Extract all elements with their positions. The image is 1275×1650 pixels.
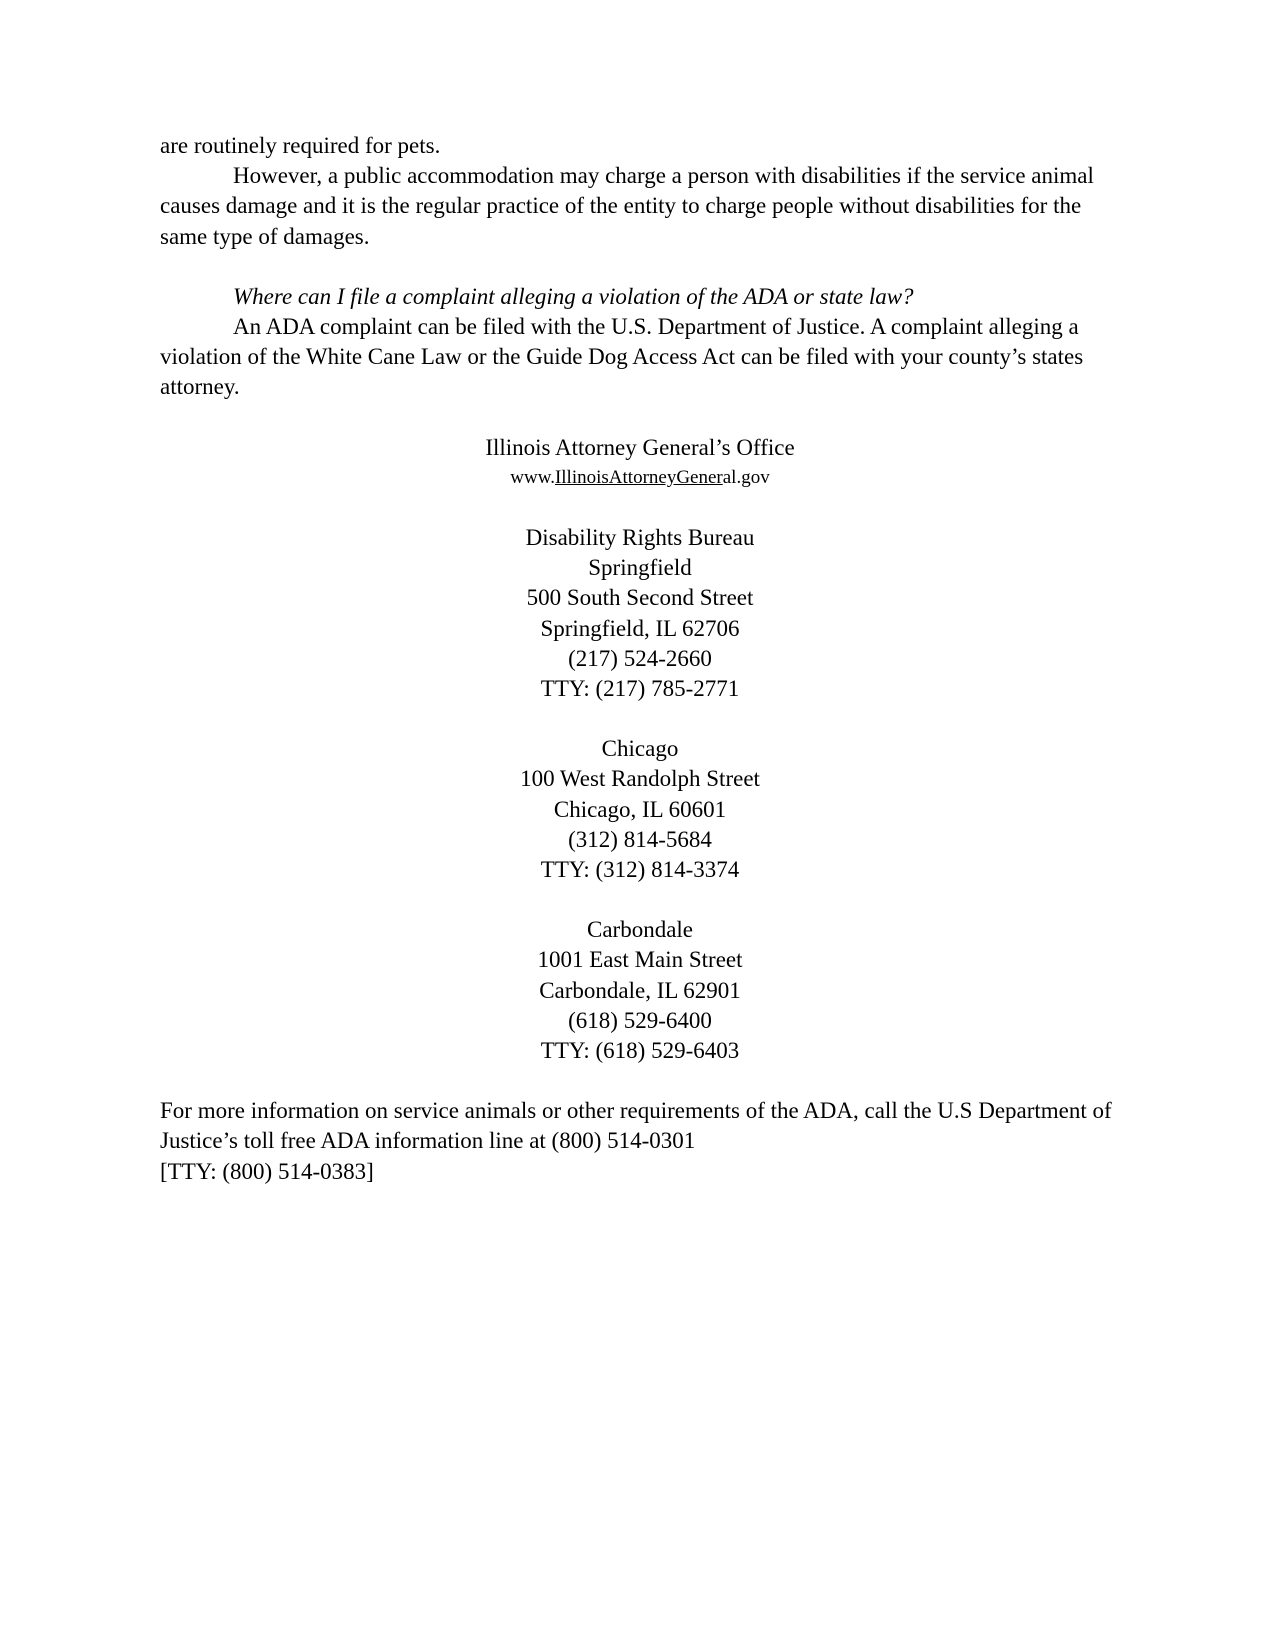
location-citystatezip: Chicago, IL 60601: [553, 796, 727, 822]
document-page: [160, 131, 1120, 1187]
office-url-link[interactable]: IllinoisAttorneyGener: [554, 466, 723, 488]
location-street: 100 West Randolph Street: [520, 766, 760, 792]
location-chicago: [160, 734, 1120, 885]
location-citystatezip: Springfield, IL 62706: [540, 615, 740, 641]
spacer: [160, 885, 1120, 915]
spacer: [160, 704, 1120, 734]
footer-line-3: [TTY: (800) 514-0383]: [160, 1158, 374, 1184]
paragraph-damage-charges: However, a public accommodation may charge a person with disabilities if the service animal causes damage and it is the regular practice of the entity to charge people without disabilities for the same type of damages.: [160, 163, 1094, 249]
footer-info: [160, 1096, 1120, 1187]
location-citystatezip: Carbondale, IL 62901: [539, 977, 741, 1003]
office-url-prefix: www.: [510, 466, 555, 488]
spacer: [160, 252, 1120, 282]
location-city: Springfield: [588, 555, 692, 581]
location-phone: (618) 529-6400: [568, 1007, 712, 1033]
location-city: Carbondale: [586, 917, 693, 943]
location-carbondale: [160, 915, 1120, 1066]
location-street: 500 South Second Street: [526, 585, 754, 611]
attorney-general-office: [160, 433, 1120, 493]
spacer: [160, 493, 1120, 523]
bureau-name: Disability Rights Bureau: [525, 525, 755, 551]
office-url-suffix: al.gov: [722, 466, 770, 488]
location-phone: (217) 524-2660: [568, 645, 712, 671]
spacer: [160, 1066, 1120, 1096]
paragraph-complaint: An ADA complaint can be filed with the U.S. Department of Justice. A complaint alleging a violation of the White Cane Law or the Guide Dog Access Act can be filed with your county’s states attorney.: [160, 314, 1084, 400]
footer-line-2: Justice’s toll free ADA information line at (800) 514-0301: [160, 1128, 696, 1154]
footer-line-1: For more information on service animals or other requirements of the ADA, call the U.S Department of: [160, 1098, 1112, 1124]
office-name: Illinois Attorney General’s Office: [485, 434, 795, 460]
location-street: 1001 East Main Street: [537, 947, 743, 973]
location-tty: TTY: (312) 814-3374: [540, 857, 740, 883]
location-tty: TTY: (618) 529-6403: [540, 1038, 740, 1064]
question-heading: Where can I file a complaint alleging a violation of the ADA or state law?: [233, 283, 914, 309]
location-city: Chicago: [601, 736, 679, 762]
spacer: [160, 403, 1120, 433]
location-phone: (312) 814-5684: [568, 826, 712, 852]
location-tty: TTY: (217) 785-2771: [540, 676, 740, 702]
office-url: [160, 463, 1120, 493]
location-springfield: [160, 523, 1120, 704]
paragraph-pets: are routinely required for pets.: [160, 133, 441, 158]
